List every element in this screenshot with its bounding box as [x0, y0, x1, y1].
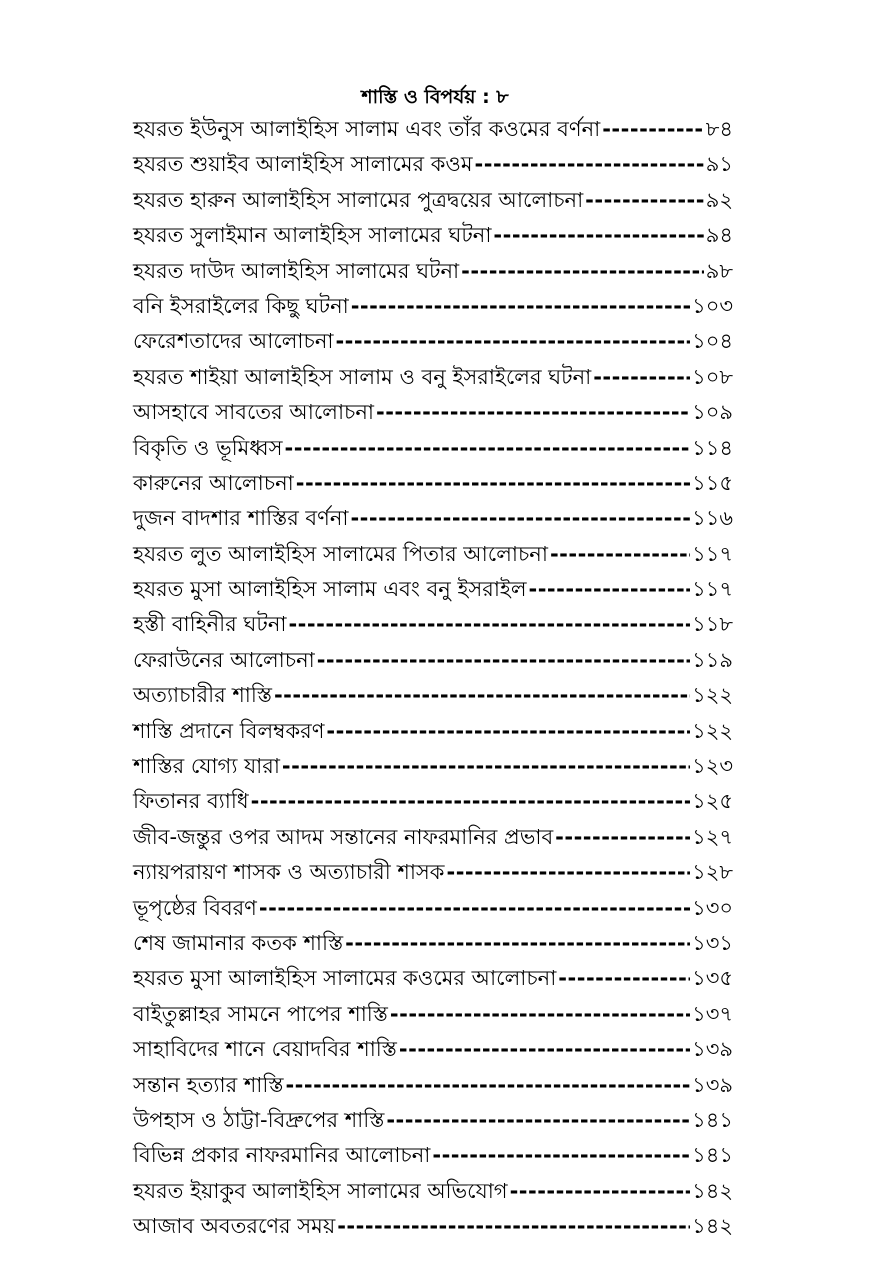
toc-entry	[133, 396, 733, 431]
toc-entry	[133, 432, 733, 467]
toc-entry	[133, 290, 733, 325]
toc-entry	[133, 856, 733, 891]
toc-entry-title: বনি ইসরাইলের কিছু ঘটনা	[133, 293, 349, 318]
toc-entry-page: ১২৮	[692, 860, 733, 885]
dot-leader	[528, 577, 690, 601]
toc-entry-title: দুজন বাদশার শাস্তির বর্ণনা	[133, 506, 349, 531]
toc-entry-title: হযরত ইউনুস আলাইহিস সালাম এবং তাঁর কওমের বর্ণনা	[133, 117, 601, 141]
toc-entry	[133, 679, 733, 714]
toc-entry-page: ১১৪	[692, 435, 733, 460]
toc-entry-title: জীব-জন্তুর ওপর আদম সন্তানের নাফরমানির প্রভাব	[133, 824, 554, 849]
toc-entry	[133, 502, 733, 537]
toc-entry-page: ১২২	[692, 683, 733, 708]
toc-entry-title: ফিতানর ব্যাধি	[133, 789, 249, 814]
dot-leader	[550, 542, 690, 566]
dot-leader	[351, 294, 690, 318]
toc-entry-title: হস্তী বাহিনীর ঘটনা	[133, 612, 287, 637]
dot-leader	[390, 1002, 690, 1026]
toc-entry-page: ১০৯	[692, 400, 733, 425]
dot-leader	[555, 825, 690, 849]
toc-entry-page: ১৪২	[692, 1178, 733, 1203]
toc-entry-title: কারুনের আলোচনা	[133, 470, 294, 495]
toc-entry-page: ৯৪	[705, 223, 733, 248]
toc-entry-title: সাহাবিদের শানে বেয়াদবির শাস্তি	[133, 1037, 397, 1062]
toc-entry-title: হযরত ইয়াকুব আলাইহিস সালামের অভিযোগ	[133, 1178, 508, 1203]
toc-entry-page: ১৩১	[692, 930, 733, 955]
dot-leader	[337, 1214, 690, 1238]
dot-leader	[558, 966, 690, 990]
toc-entry-title: হযরত শাইয়া আলাইহিস সালাম ও বনু ইসরাইলের ঘটনা	[133, 364, 592, 389]
dot-leader	[493, 223, 703, 247]
toc-entry	[133, 538, 733, 573]
toc-entry	[133, 927, 733, 962]
toc-entry	[133, 962, 733, 997]
toc-entry-title: ফেরেশতাদের আলোচনা	[133, 329, 334, 354]
toc-entry-page: ১২২	[692, 718, 733, 743]
toc-entry-page: ১০৪	[692, 329, 733, 354]
toc-entry	[133, 892, 733, 927]
toc-entry-title: শাস্তি প্রদানে বিলম্বকরণ	[133, 718, 325, 743]
dot-leader	[285, 1073, 690, 1097]
toc-entry-page: ১২৩	[692, 754, 733, 779]
toc-entry	[133, 785, 733, 820]
toc-entry-page: ১৪২	[692, 1214, 733, 1239]
dot-leader	[376, 400, 690, 424]
dot-leader	[446, 860, 690, 884]
toc-entry	[133, 467, 733, 502]
toc-entry-title: হযরত হারুন আলাইহিস সালামের পুত্রদ্বয়ের আলোচনা	[133, 187, 584, 212]
dot-leader	[602, 117, 704, 141]
toc-entry-page: ১৩৯	[692, 1072, 733, 1097]
dot-leader	[386, 1108, 690, 1132]
dot-leader	[282, 754, 690, 778]
toc-entry	[133, 361, 733, 396]
dot-leader	[296, 471, 690, 495]
toc-entry	[133, 715, 733, 750]
toc-entry	[133, 325, 733, 360]
toc-entry-page: ১২৭	[692, 824, 733, 849]
dot-leader	[475, 152, 704, 176]
toc-entry-title: শেষ জামানার কতক শাস্তি	[133, 930, 344, 955]
toc-entry	[133, 184, 733, 219]
toc-entry-title: অত্যাচারীর শাস্তি	[133, 683, 272, 708]
toc-entry-title: শাস্তির যোগ্য যারা	[133, 754, 280, 779]
dot-leader	[251, 789, 690, 813]
toc-entry-page: ১৩৯	[692, 1037, 733, 1062]
toc-entry-title: হযরত মুসা আলাইহিস সালাম এবং বনু ইসরাইল	[133, 577, 527, 602]
toc-entry-title: আসহাবে সাবতের আলোচনা	[133, 400, 374, 425]
dot-leader	[461, 259, 704, 283]
toc-entry	[133, 1175, 733, 1210]
toc-entry-title: ফেরাউনের আলোচনা	[133, 647, 315, 672]
dot-leader	[317, 648, 690, 672]
toc-entry-page: ১১৮	[692, 612, 733, 637]
toc-entry	[133, 573, 733, 608]
toc-entry	[133, 1033, 733, 1068]
dot-leader	[284, 436, 690, 460]
toc-entry-page: ৮৪	[705, 117, 733, 141]
toc-entry-page: ১০৩	[692, 293, 733, 318]
toc-entry-title: বিকৃতি ও ভূমিধ্বস	[133, 435, 283, 460]
toc-entry-title: ন্যায়পরায়ণ শাসক ও অত্যাচারী শাসক	[133, 860, 445, 885]
toc-entry	[133, 608, 733, 643]
toc-entry-title: ভূপৃষ্ঠের বিবরণ	[133, 895, 257, 920]
toc-entry	[133, 113, 733, 148]
toc-entry	[133, 255, 733, 290]
dot-leader	[274, 683, 690, 707]
toc-entry	[133, 750, 733, 785]
dot-leader	[585, 188, 704, 212]
toc-entry-title: উপহাস ও ঠাট্টা-বিদ্রুপের শাস্তি	[133, 1107, 385, 1132]
dot-leader	[510, 1179, 691, 1203]
toc-entry-page: ১১৬	[692, 506, 733, 531]
toc-entry	[133, 998, 733, 1033]
toc-entry	[133, 644, 733, 679]
toc-entry-title: আজাব অবতরণের সময়	[133, 1214, 336, 1239]
dot-leader	[288, 612, 690, 636]
toc-entry-title: হযরত সুলাইমান আলাইহিস সালামের ঘটনা	[133, 223, 492, 248]
toc-entry-page: ১১৯	[692, 647, 733, 672]
page-header: শাস্তি ও বিপর্যয় : ৮	[361, 86, 509, 108]
dot-leader	[335, 329, 690, 353]
toc-entry-page: ১১৫	[692, 470, 733, 495]
toc-entry-page: ১৩৫	[692, 966, 733, 991]
dot-leader	[345, 931, 690, 955]
toc-entry-title: হযরত মুসা আলাইহিস সালামের কওমের আলোচনা	[133, 966, 557, 991]
table-of-contents	[133, 113, 733, 1246]
toc-entry-page: ১১৭	[692, 541, 733, 566]
toc-entry	[133, 821, 733, 856]
toc-entry-page: ১০৮	[692, 364, 733, 389]
dot-leader	[593, 365, 690, 389]
toc-entry	[133, 1139, 733, 1174]
toc-entry-title: হযরত শুয়াইব আলাইহিস সালামের কওম	[133, 152, 473, 177]
dot-leader	[432, 1143, 690, 1167]
toc-entry-page: ১৩০	[692, 895, 733, 920]
toc-entry-title: বাইতুল্লাহর সামনে পাপের শাস্তি	[133, 1001, 388, 1026]
toc-entry	[133, 1069, 733, 1104]
toc-entry-page: ১৪১	[692, 1107, 733, 1132]
toc-entry-title: হযরত লুত আলাইহিস সালামের পিতার আলোচনা	[133, 541, 548, 566]
dot-leader	[326, 719, 690, 743]
toc-entry-page: ৯২	[705, 187, 733, 212]
toc-entry-title: বিভিন্ন প্রকার নাফরমানির আলোচনা	[133, 1143, 431, 1168]
toc-entry-page: ৯১	[705, 152, 733, 177]
dot-leader	[259, 896, 690, 920]
toc-entry	[133, 148, 733, 183]
toc-entry-title: হযরত দাউদ আলাইহিস সালামের ঘটনা	[133, 258, 460, 283]
toc-entry-page: ১৪১	[692, 1143, 733, 1168]
toc-entry	[133, 1210, 733, 1245]
toc-entry-page: ১১৭	[692, 577, 733, 602]
toc-entry-page: ১৩৭	[692, 1001, 733, 1026]
dot-leader	[350, 506, 690, 530]
toc-entry-page: ৯৮	[705, 258, 733, 283]
toc-entry	[133, 219, 733, 254]
dot-leader	[399, 1037, 690, 1061]
toc-entry-title: সন্তান হত্যার শাস্তি	[133, 1072, 284, 1097]
toc-entry-page: ১২৫	[692, 789, 733, 814]
toc-entry	[133, 1104, 733, 1139]
